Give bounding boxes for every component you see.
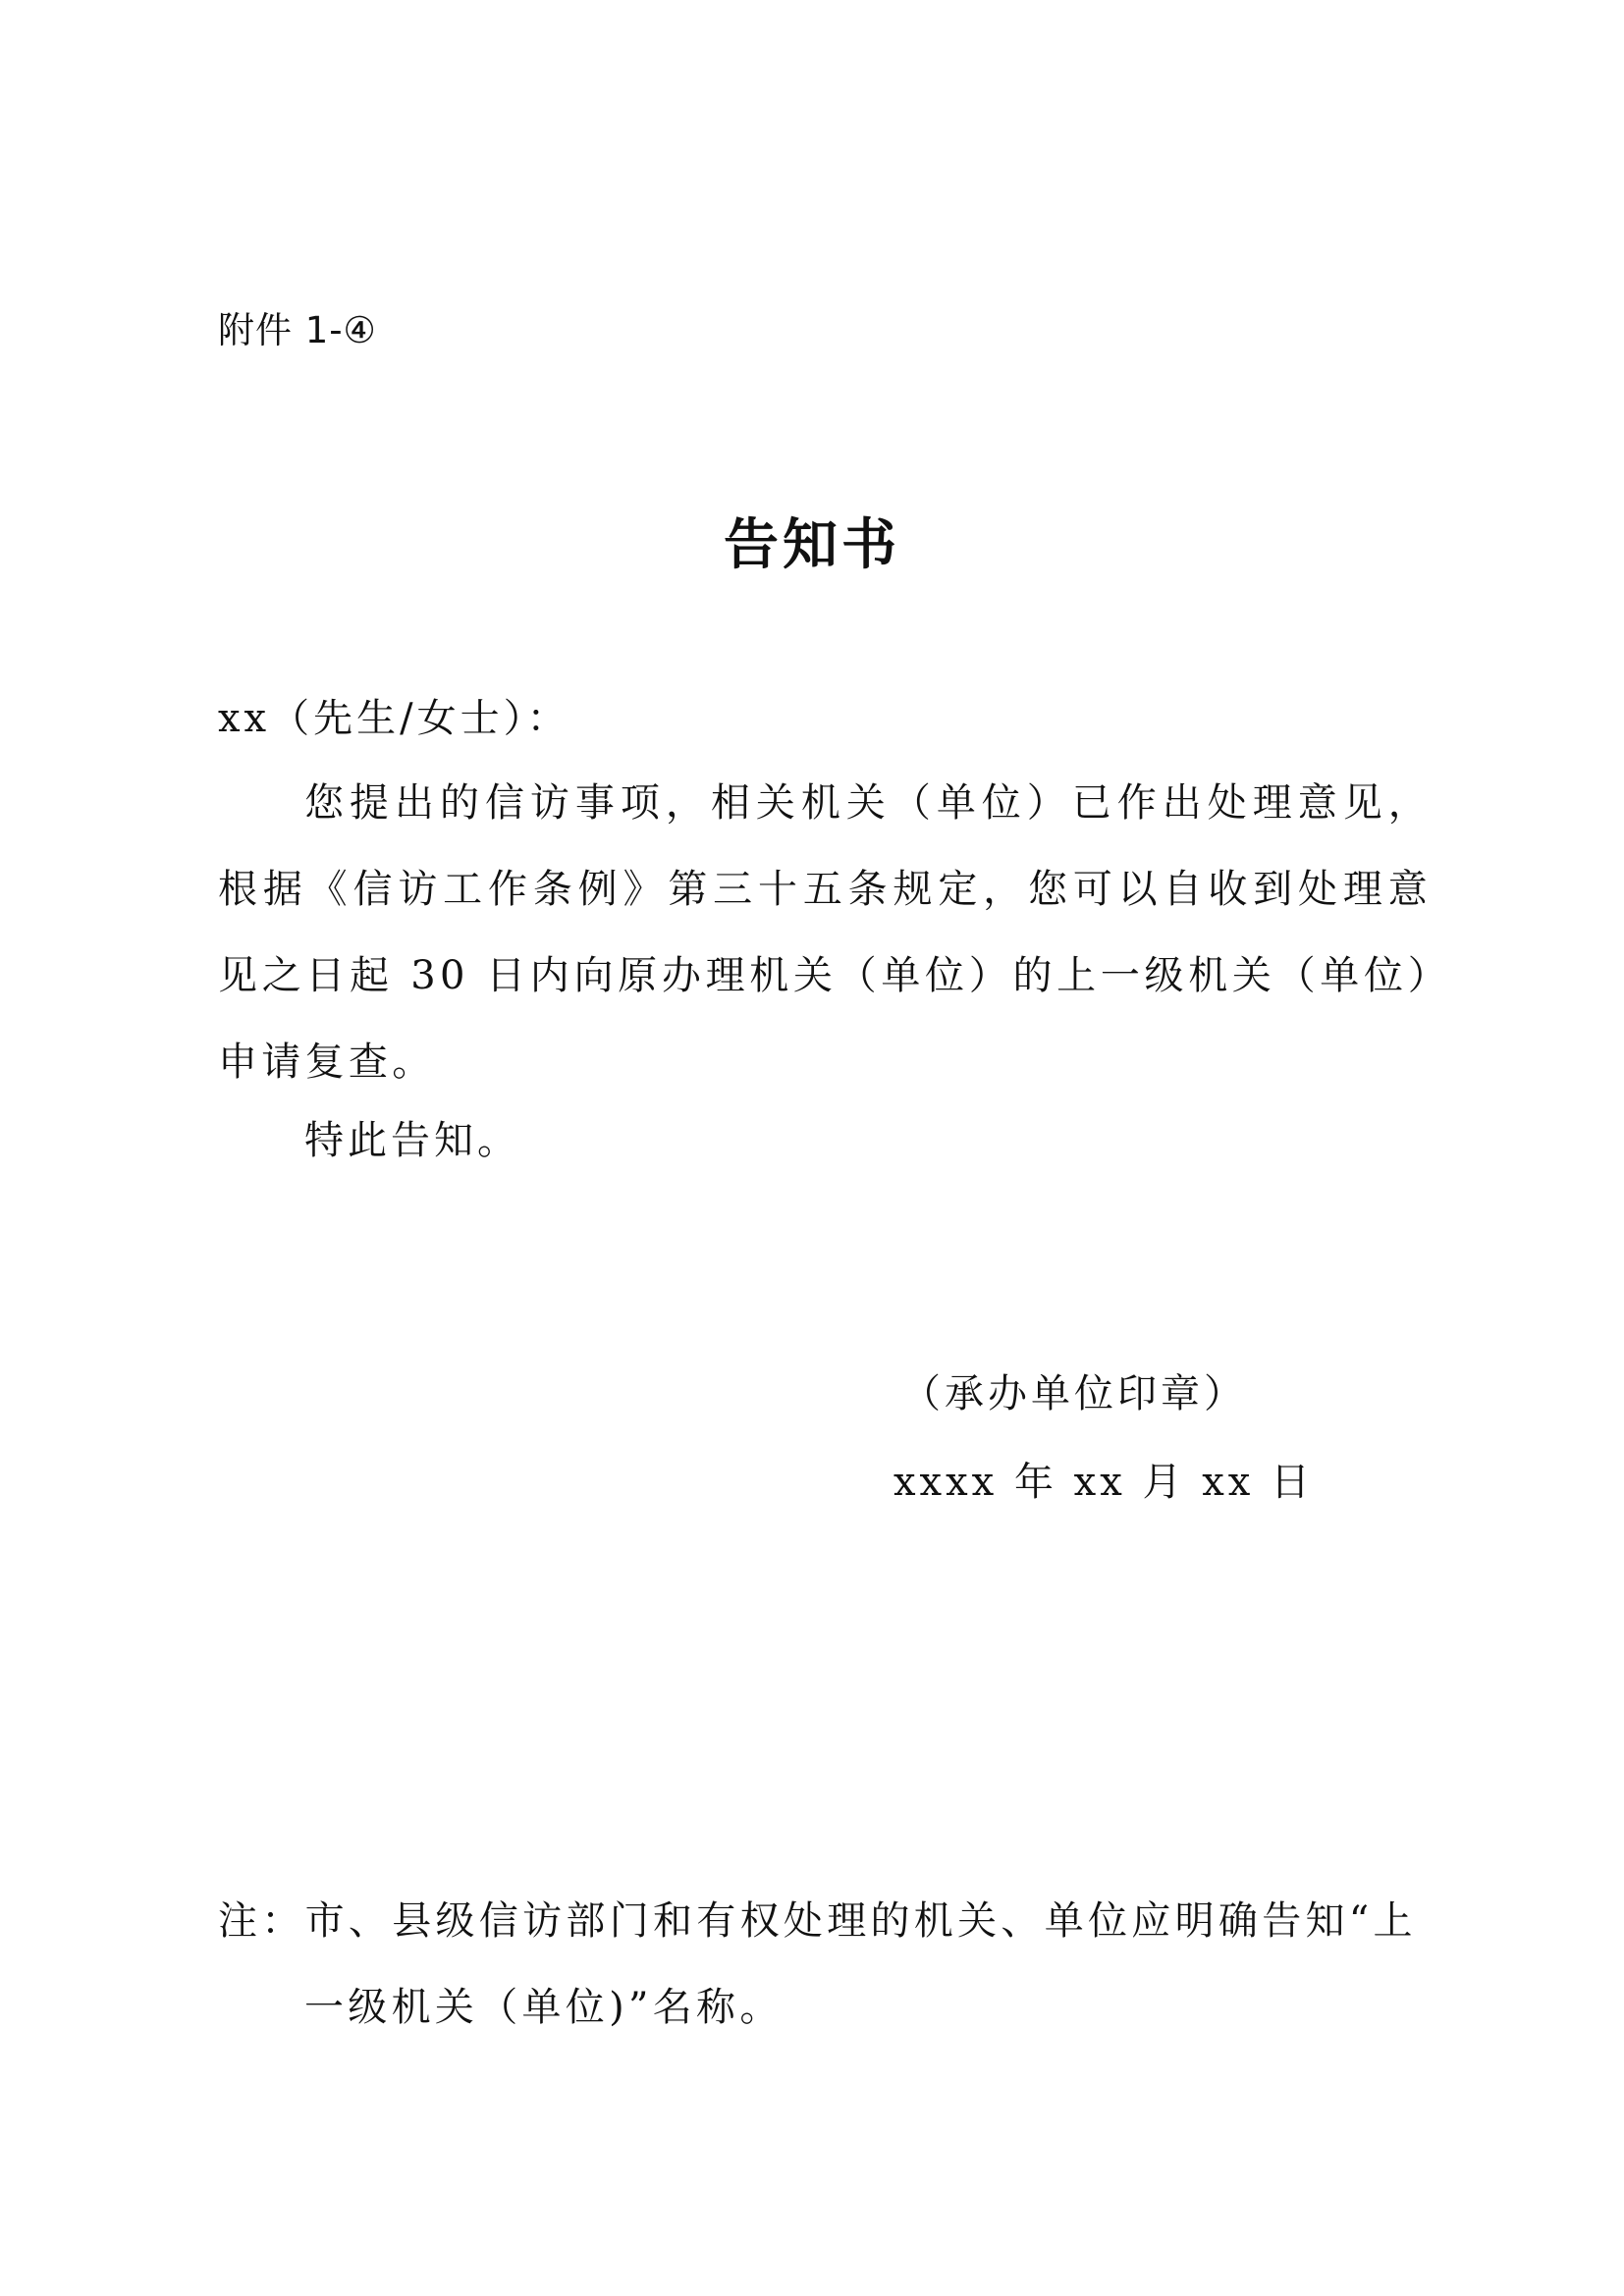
footnote: 注：市、县级信访部门和有权处理的机关、单位应明确告知“上一级机关（单位)”名称。 <box>218 1898 1417 2030</box>
body-paragraph: 您提出的信访事项，相关机关（单位）已作出处理意见，根据《信访工作条例》第三十五条规定，您可以自收到处理意见之日起 30 日内向原办理机关（单位）的上一级机关（单位）申请复查。 <box>218 780 1432 1085</box>
attachment-label: 附件 1-④ <box>218 309 377 351</box>
closing-text: 特此告知。 <box>304 1118 520 1163</box>
salutation: xx（先生/女士）： <box>218 696 570 741</box>
date-line: xxxx 年 xx 月 xx 日 <box>893 1460 1315 1505</box>
document-title: 告知书 <box>724 513 900 577</box>
seal-placeholder: （承办单位印章） <box>901 1371 1247 1416</box>
